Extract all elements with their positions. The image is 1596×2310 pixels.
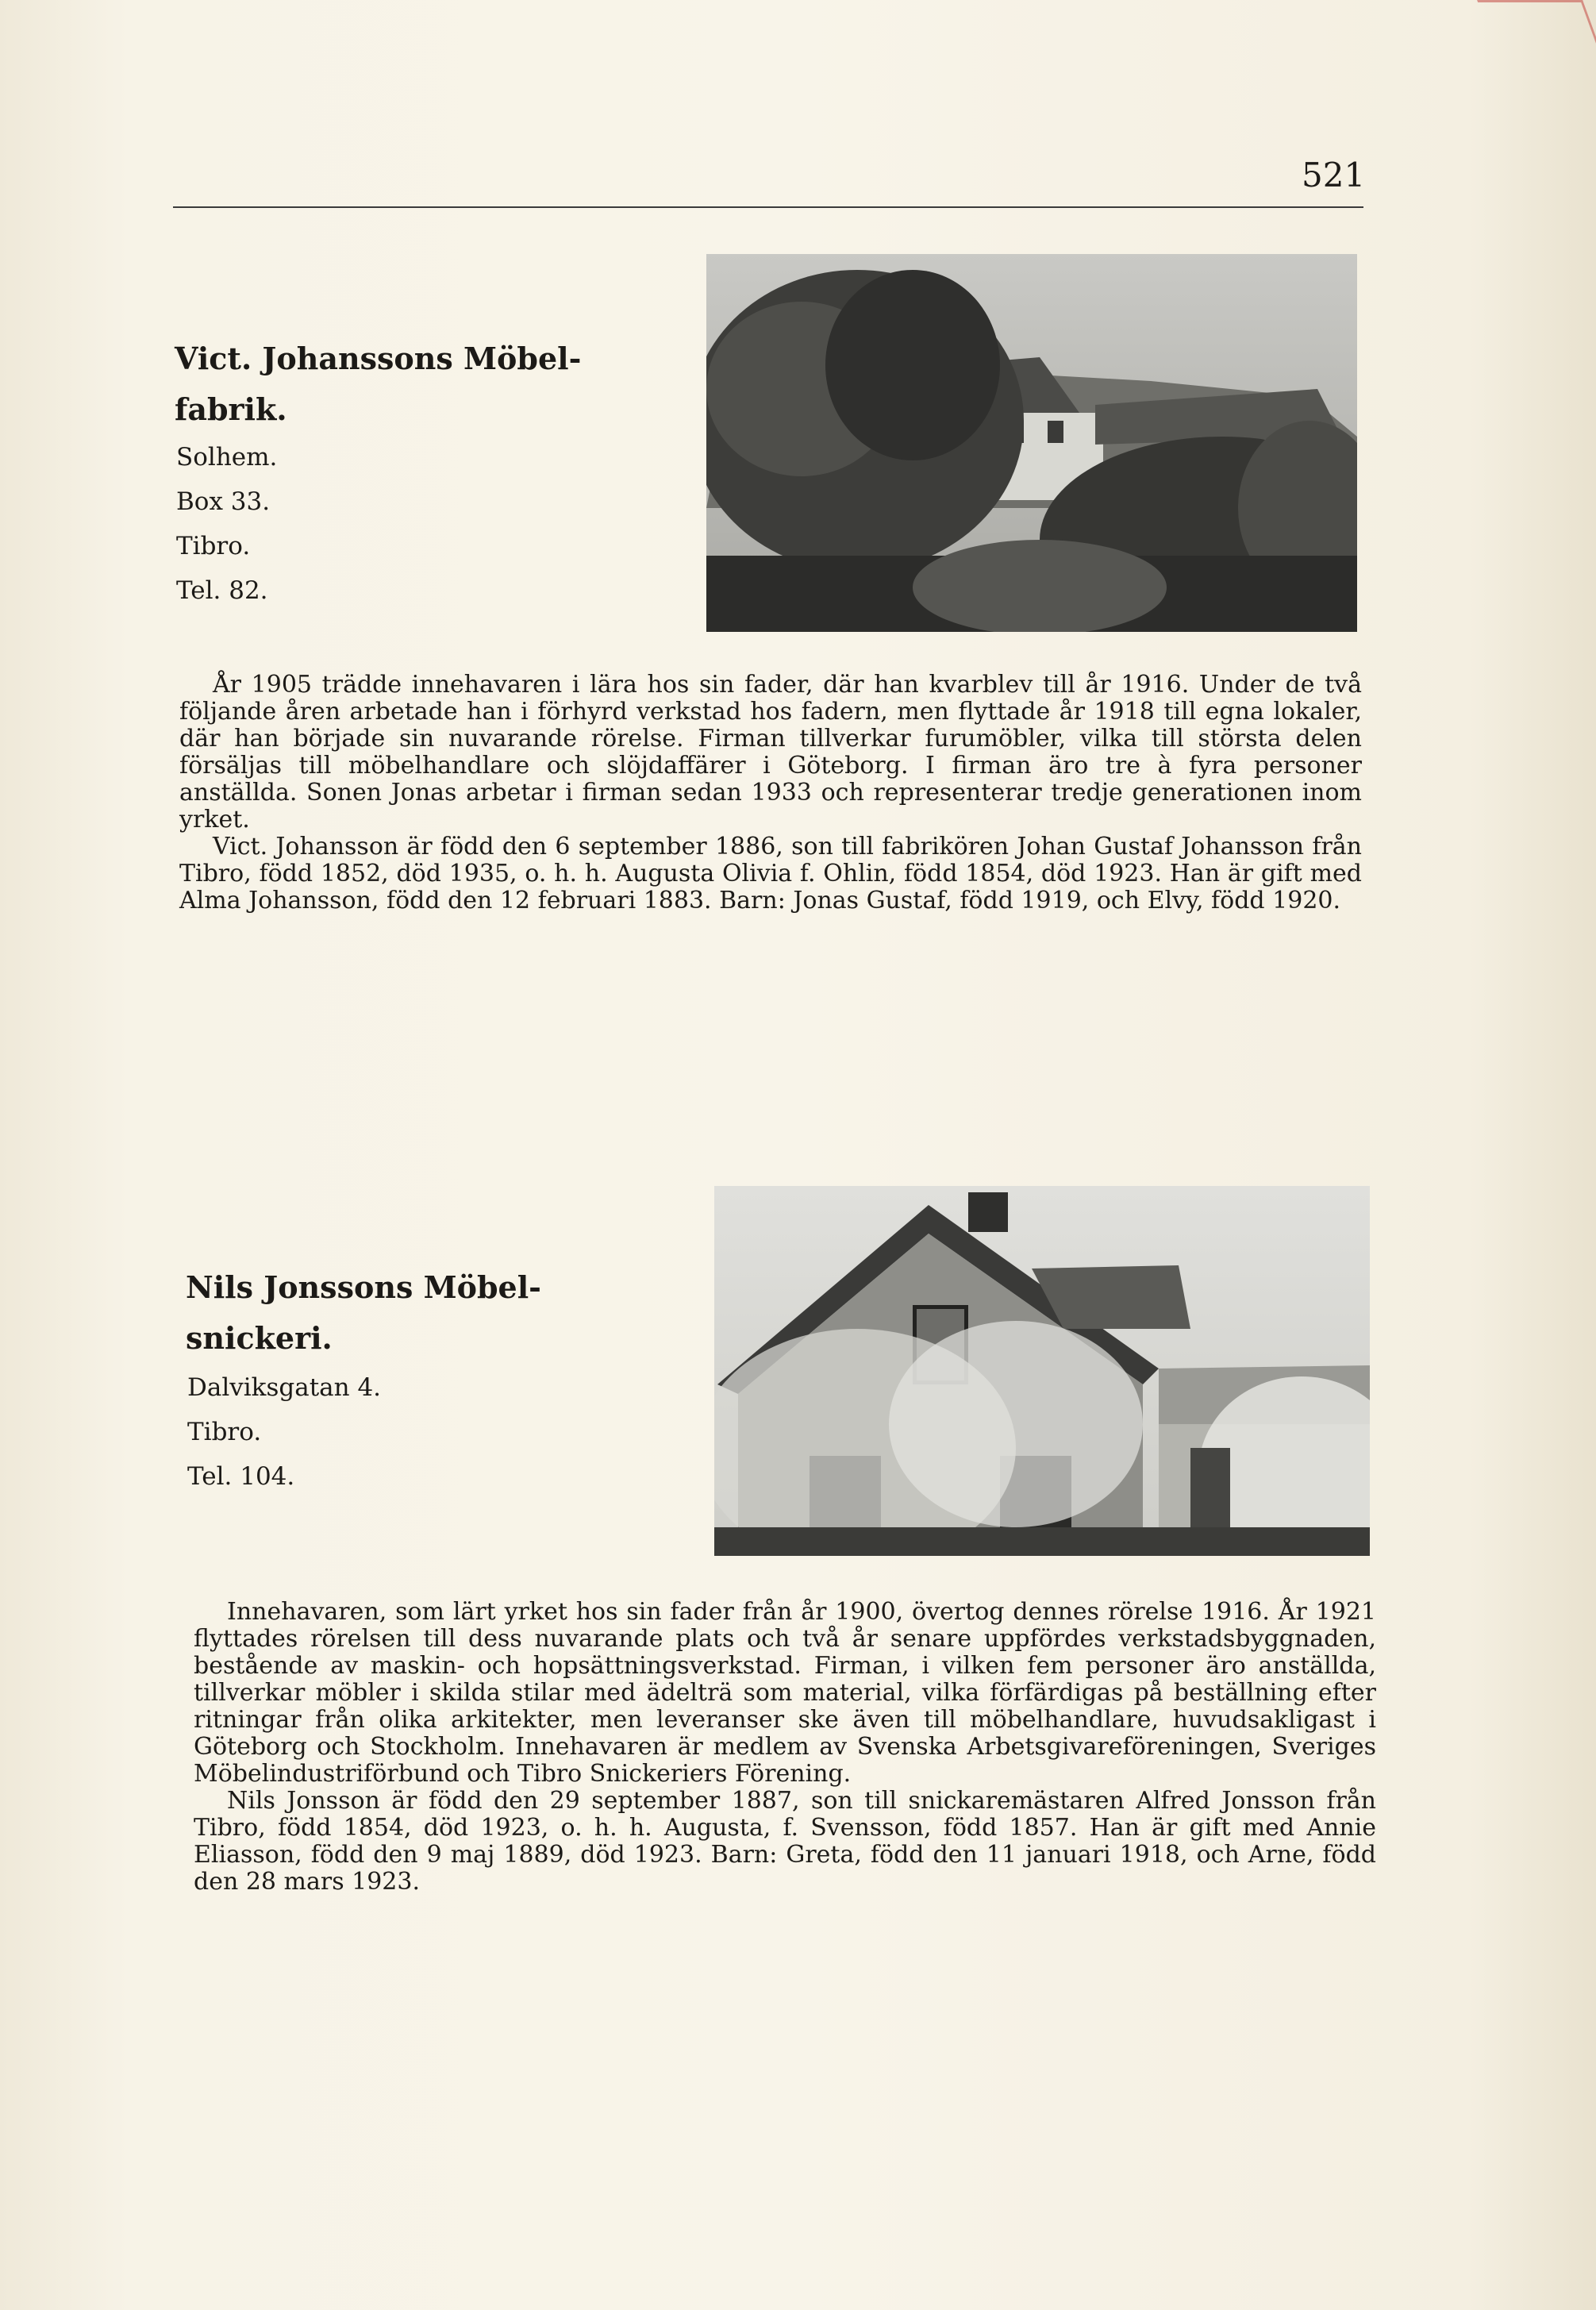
entry-2-body <box>194 1599 1376 1896</box>
entry-1-title-line1: Vict. Johanssons Möbel- <box>175 341 582 376</box>
entry-1-title <box>175 333 587 435</box>
entry-1-address <box>176 435 277 613</box>
entry-1-title-line2: fabrik. <box>175 391 287 427</box>
entry-2-address <box>187 1365 381 1499</box>
house-blossom-photo <box>714 1186 1370 1556</box>
house-garden-photo <box>706 254 1357 632</box>
entry-1-address-line: Solhem. <box>176 443 278 472</box>
entry-2-address-line: Dalviksgatan 4. <box>187 1373 382 1402</box>
entry-2-title <box>186 1262 598 1364</box>
entry-1-address-line: Box 33. <box>176 487 271 516</box>
entry-1-paragraph: Vict. Johansson är född den 6 september 1886, son till fabrikören Johan Gustaf Johansson från Tibro, född 1852, död 1935, o. h. h. Augusta Olivia f. Ohlin, född 1854, död 1923. Han är gift med Alma Johansson, född den 12 februari 1883. Barn: Jonas Gustaf, född 1919, och Elvy, född 1920. <box>179 833 1362 914</box>
entry-2-address-line: Tibro. <box>187 1418 262 1446</box>
entry-1-address-line: Tel. 82. <box>176 576 268 605</box>
entry-2-paragraph: Nils Jonsson är född den 29 september 1887, son till snickaremästaren Alfred Jonsson från Tibro, född 1854, död 1923, o. h. h. Augusta, f. Svensson, född 1857. Han är gift med Annie Eliasson, född den 9 maj 1889, död 1923. Barn: Greta, född den 11 januari 1918, och Arne, född den 28 mars 1923. <box>194 1787 1376 1896</box>
entry-2-photo <box>714 1186 1370 1556</box>
entry-2-paragraph: Innehavaren, som lärt yrket hos sin fader från år 1900, övertog dennes rörelse 1916. År 1921 flyttades rörelsen till dess nuvarande plats och två år senare uppfördes verkstadsbyggnaden, bestående av maskin- och hopsättningsverkstad. Firman, i vilken fem personer äro anställda, tillverkar möbler i skilda stilar med ädelträ som material, vilka förfärdigas på beställning efter ritningar från olika arkitekter, men leveranser ske även till möbelhandlare, huvudsakligast i Göteborg och Stockholm. Innehavaren är medlem av Svenska Arbetsgivareföreningen, Sveriges Möbelindustriförbund och Tibro Snickeriers Förening. <box>194 1598 1376 1788</box>
entry-2-title-line1: Nils Jonssons Möbel- <box>186 1269 541 1305</box>
page-number: 521 <box>1302 156 1366 194</box>
entry-2-address-line: Tel. 104. <box>187 1462 295 1491</box>
entry-1-photo <box>706 254 1357 632</box>
entry-1-address-line: Tibro. <box>176 532 251 560</box>
entry-1-paragraph: År 1905 trädde innehavaren i lära hos sin fader, där han kvarblev till år 1916. Under de två följande åren arbetade han i förhyrd verkstad hos fadern, men flyttade år 1918 till egna lokaler, där han började sin nuvarande rörelse. Firman tillverkar furumöbler, vilka till största delen försäljas till möbelhandlare och slöjdaffärer i Göteborg. I firman äro tre à fyra personer anställda. Sonen Jonas arbetar i firman sedan 1933 och representerar tredje generationen inom yrket. <box>179 671 1362 834</box>
entry-2-title-line2: snickeri. <box>186 1320 333 1356</box>
page-corner-mark <box>1477 0 1596 74</box>
header-rule <box>173 206 1363 208</box>
entry-1-body <box>179 672 1362 914</box>
